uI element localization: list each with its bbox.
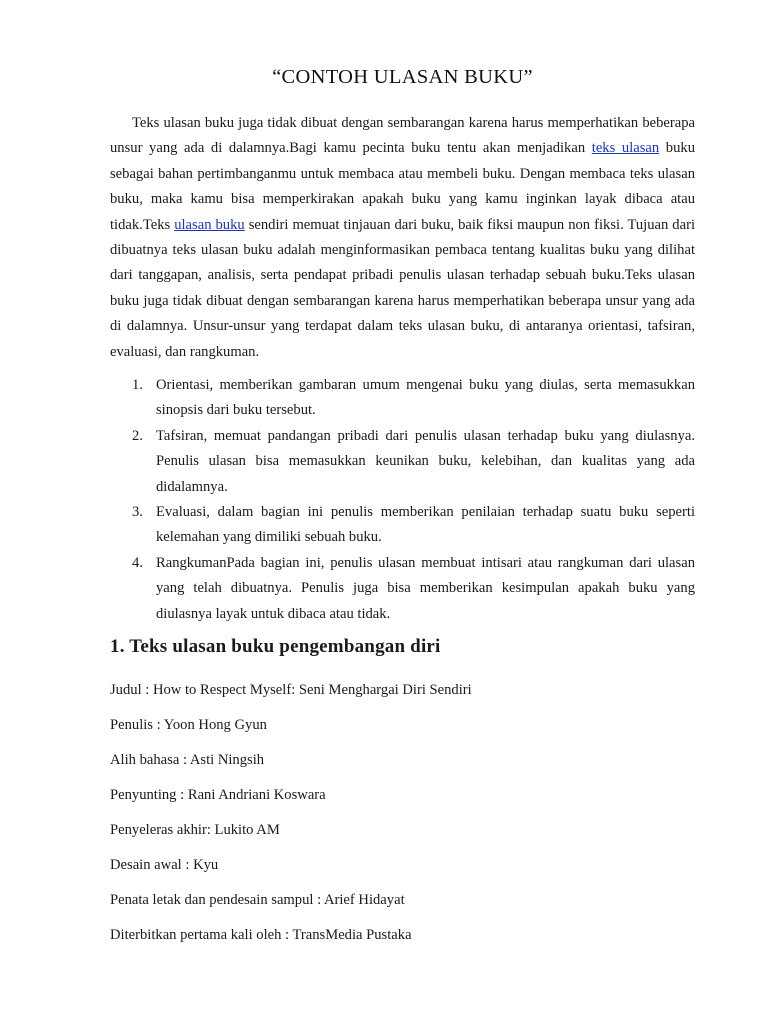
review-elements-list [110, 373, 695, 627]
meta-title-line: Judul : How to Respect Myself: Seni Menghargai Diri Sendiri [110, 682, 472, 698]
list-item [110, 424, 695, 500]
meta-proofreader-line: Penyeleras akhir: Lukito AM [110, 822, 280, 838]
intro-paragraph [110, 111, 695, 365]
list-item [110, 551, 695, 627]
book-meta-list [110, 678, 695, 958]
intro-text-part1: Teks ulasan buku juga tidak dibuat dengan sembarangan karena harus memperhatikan beberapa unsur yang ada di dalamnya.Bagi kamu pecinta buku tentu akan menjadikan [110, 115, 695, 157]
list-item-number: 1. [132, 377, 143, 393]
list-item [110, 373, 695, 424]
teks-ulasan-link[interactable]: teks ulasan [591, 140, 660, 157]
list-item-text: RangkumanPada bagian ini, penulis ulasan membuat intisari atau rangkuman dari ulasan yang telah dibuatnya. Penulis juga bisa memberikan kesimpulan apakah buku yang diulasnya layak untuk dibaca atau tidak. [156, 554, 695, 622]
list-item-text: Orientasi, memberikan gambaran umum mengenai buku yang diulas, serta memasukkan sinopsis dari buku tersebut. [156, 377, 695, 419]
document-title: “CONTOH ULASAN BUKU” [272, 66, 533, 88]
list-item-number: 3. [132, 504, 143, 521]
section-heading: 1. Teks ulasan buku pengembangan diri [110, 636, 441, 657]
meta-publisher-line: Diterbitkan pertama kali oleh : TransMedia Pustaka [110, 927, 412, 943]
list-item-text: Tafsiran, memuat pandangan pribadi dari penulis ulasan terhadap buku yang diulasnya. Penulis ulasan bisa memasukkan keunikan buku, kelebihan, dan kualitas yang ada didalamnya. [156, 427, 695, 495]
list-item-text: Evaluasi, dalam bagian ini penulis memberikan penilaian terhadap suatu buku seperti kelemahan yang dimiliki sebuah buku. [156, 504, 695, 546]
meta-translator-line: Alih bahasa : Asti Ningsih [110, 752, 265, 768]
meta-editor-line: Penyunting : Rani Andriani Koswara [110, 787, 326, 803]
intro-text-part2: buku sebagai bahan pertimbanganmu untuk membaca atau membeli buku. Dengan membaca teks ulasan buku, maka kamu bisa memperkirakan apakah buku yang kamu inginkan layak dibaca atau tidak.Teks [110, 140, 695, 233]
list-item [110, 500, 695, 551]
list-item-number: 4. [132, 554, 143, 571]
list-item-number: 2. [132, 427, 143, 444]
meta-layout-cover-line: Penata letak dan pendesain sampul : Arief Hidayat [110, 892, 405, 908]
intro-text-part3: sendiri memuat tinjauan dari buku, baik fiksi maupun non fiksi. Tujuan dari dibuatnya teks ulasan buku adalah menginformasikan pembaca tentang kualitas buku yang dilihat dari tanggapan, analisis, serta pendapat pribadi penulis ulasan terhadap sebuah buku.Teks ulasan buku juga tidak dibuat dengan sembarangan karena harus memperhatikan beberapa unsur yang ada di dalamnya. Unsur-unsur yang terdapat dalam teks ulasan buku, di antaranya orientasi, tafsiran, evaluasi, dan rangkuman. [110, 216, 696, 360]
ulasan-buku-link[interactable]: ulasan buku [174, 216, 245, 233]
meta-initial-design-line: Desain awal : Kyu [110, 857, 219, 873]
meta-author-line: Penulis : Yoon Hong Gyun [110, 717, 267, 733]
